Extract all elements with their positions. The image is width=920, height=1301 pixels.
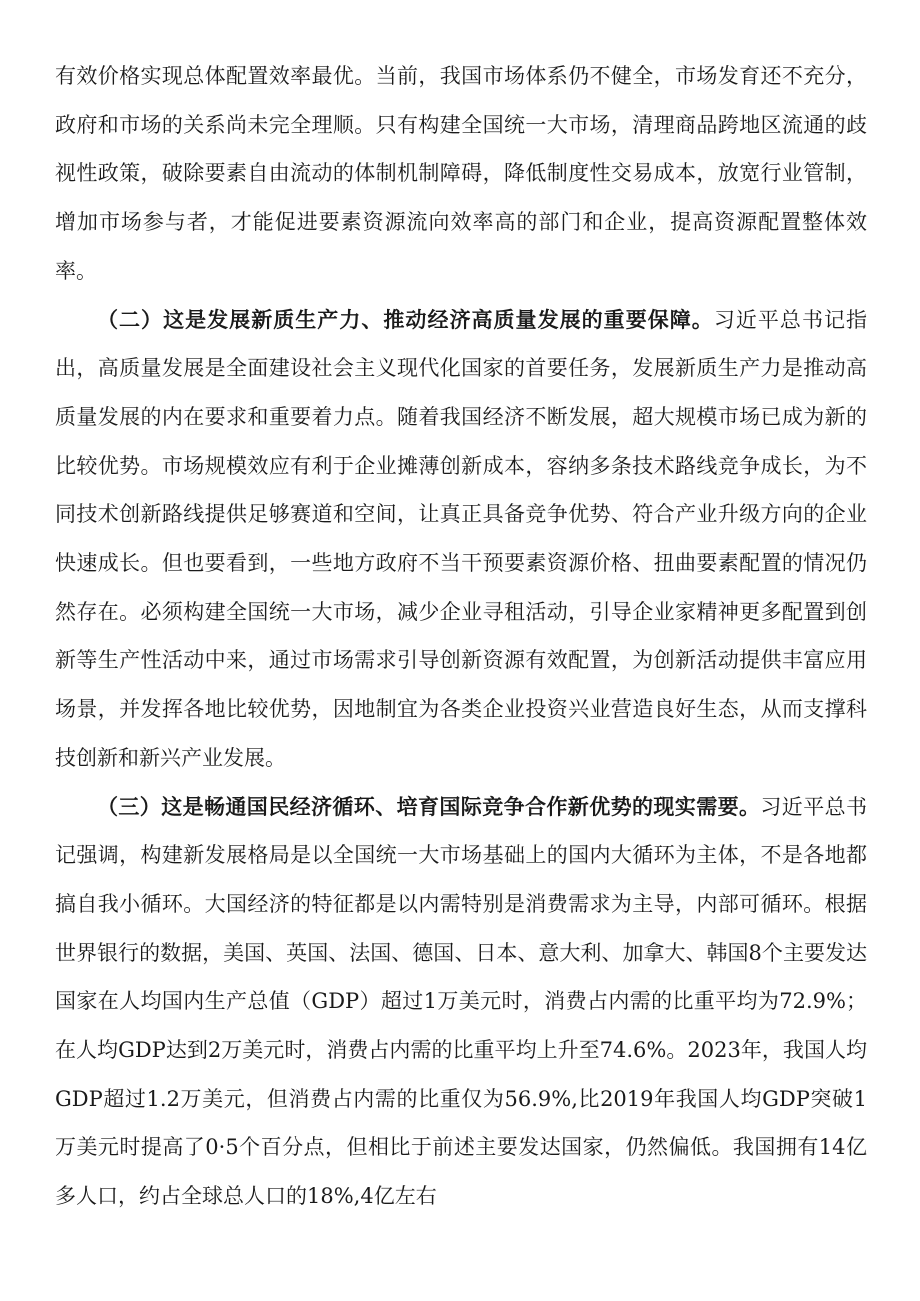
paragraph-section-three: [55, 783, 867, 1221]
paragraph-text: 有效价格实现总体配置效率最优。当前，我国市场体系仍不健全，市场发育还不充分，政府和市场的关系尚未完全理顺。只有构建全国统一大市场，清理商品跨地区流通的歧视性政策，破除要素自由流动的体制机制障碍，降低制度性交易成本，放宽行业管制，增加市场参与者，才能促进要素资源流向效率高的部门和企业，提高资源配置整体效率。: [55, 64, 867, 283]
paragraph-continuation: [55, 52, 867, 296]
section-heading: （三）这是畅通国民经济循环、培育国际竞争合作新优势的现实需要。: [97, 793, 761, 819]
paragraph-text: 习近平总书记强调，构建新发展格局是以全国统一大市场基础上的国内大循环为主体，不是各地都搞自我小循环。大国经济的特征都是以内需特别是消费需求为主导，内部可循环。根据世界银行的数据，美国、英国、法国、德国、日本、意大利、加拿大、韩国8个主要发达国家在人均国内生产总值（GDP）超过1万美元时，消费占内需的比重平均为72.9%；在人均GDP达到2万美元时，消费占内需的比重平均上升至74.6%。2023年，我国人均GDP超过1.2万美元，但消费占内需的比重仅为56.9%,比2019年我国人均GDP突破1万美元时提高了0·5个百分点，但相比于前述主要发达国家，仍然偏低。我国拥有14亿多人口，约占全球总人口的18%,4亿左右: [55, 794, 868, 1209]
document-page: [55, 52, 867, 1221]
section-heading: （二）这是发展新质生产力、推动经济高质量发展的重要保障。: [97, 306, 714, 332]
paragraph-text: 习近平总书记指出，高质量发展是全面建设社会主义现代化国家的首要任务，发展新质生产力是推动高质量发展的内在要求和重要着力点。随着我国经济不断发展，超大规模市场已成为新的比较优势。市场规模效应有利于企业摊薄创新成本，容纳多条技术路线竞争成长，为不同技术创新路线提供足够赛道和空间，让真正具备竞争优势、符合产业升级方向的企业快速成长。但也要看到，一些地方政府不当干预要素资源价格、扭曲要素配置的情况仍然存在。必须构建全国统一大市场，减少企业寻租活动，引导企业家精神更多配置到创新等生产性活动中来，通过市场需求引导创新资源有效配置，为创新活动提供丰富应用场景，并发挥各地比较优势，因地制宜为各类企业投资兴业营造良好生态，从而支撑科技创新和新兴产业发展。: [55, 307, 868, 770]
paragraph-section-two: [55, 296, 867, 783]
